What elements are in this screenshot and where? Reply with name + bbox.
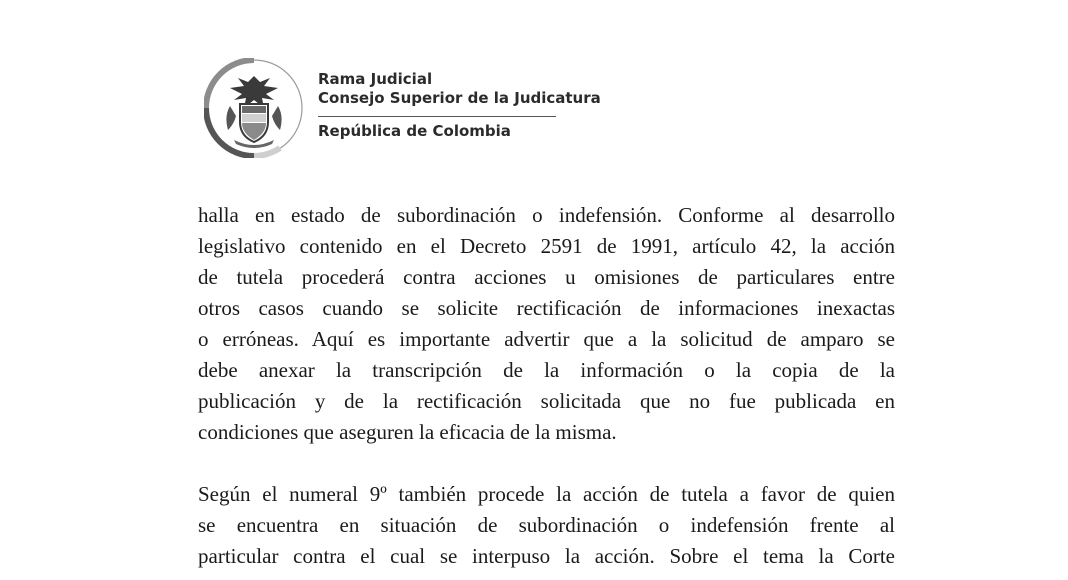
letterhead [0, 0, 1068, 180]
text-line: se encuentra en situación de subordinación o indefensión frente al [198, 513, 895, 537]
text-line: halla en estado de subordinación o indefensión. Conforme al desarrollo [198, 203, 895, 227]
text-line: publicación y de la rectificación solicitada que no fue publicada en [198, 389, 895, 413]
text-line: debe anexar la transcripción de la información o la copia de la [198, 358, 895, 382]
paragraph-2 [198, 479, 895, 572]
text-line: Según el numeral 9º también procede la acción de tutela a favor de quien [198, 482, 895, 506]
org-name-line-2: Consejo Superior de la Judicatura [318, 89, 601, 107]
document-body [198, 200, 895, 572]
text-line: condiciones que aseguren la eficacia de la misma. [198, 420, 617, 444]
text-line: particular contra el cual se interpuso la acción. Sobre el tema la Corte [198, 544, 895, 568]
paragraph-1 [198, 200, 895, 448]
text-line: otros casos cuando se solicite rectificación de informaciones inexactas [198, 296, 895, 320]
org-name-line-1: Rama Judicial [318, 70, 433, 88]
text-line: o erróneas. Aquí es importante advertir que a la solicitud de amparo se [198, 327, 895, 351]
country-name: República de Colombia [318, 122, 511, 140]
coat-of-arms-seal-icon [204, 58, 304, 158]
text-line: de tutela procederá contra acciones u omisiones de particulares entre [198, 265, 895, 289]
paragraph-spacer [198, 448, 895, 479]
header-divider [318, 116, 556, 117]
organization-name-block [318, 70, 601, 108]
text-line: legislativo contenido en el Decreto 2591 de 1991, artículo 42, la acción [198, 234, 895, 258]
